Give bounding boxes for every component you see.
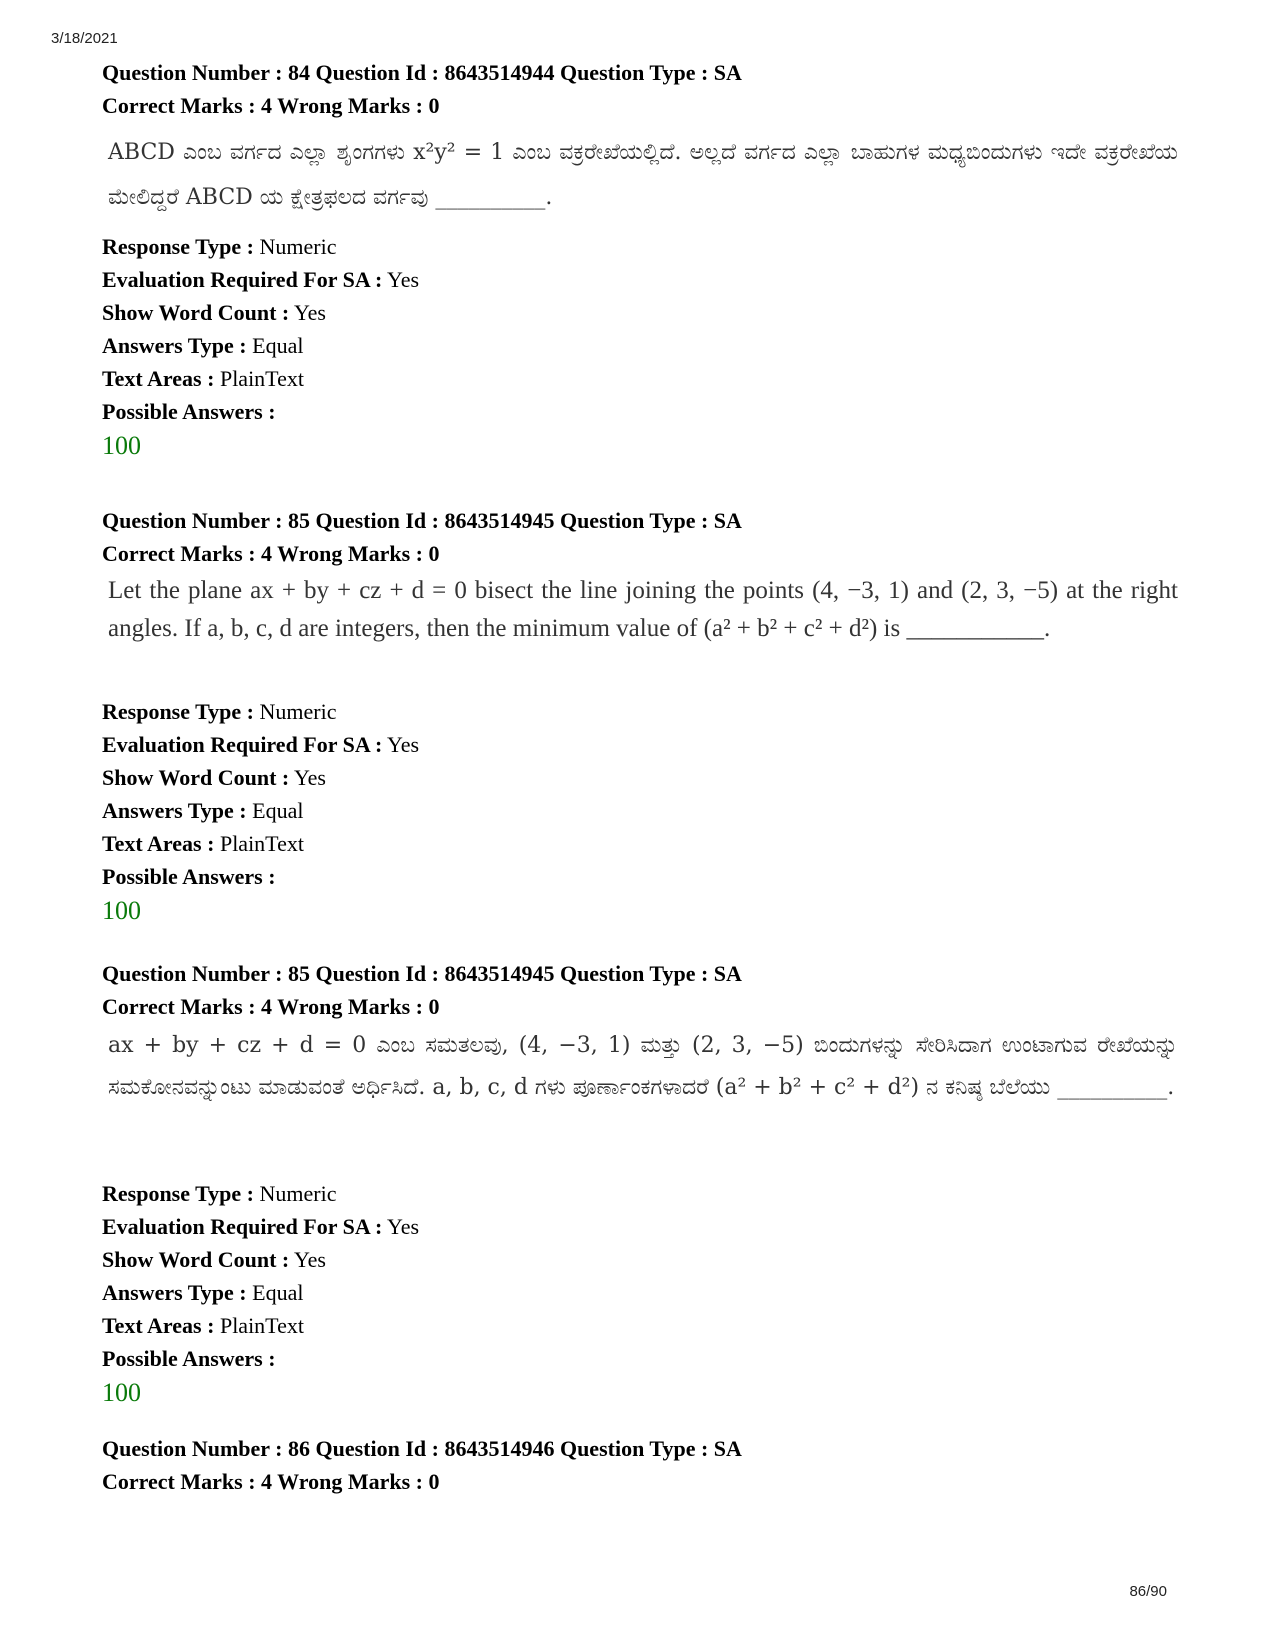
marks-line: Correct Marks : 4 Wrong Marks : 0 [102, 1469, 440, 1494]
field-row: Evaluation Required For SA : Yes [102, 1214, 420, 1239]
marks-line: Correct Marks : 4 Wrong Marks : 0 [102, 541, 440, 566]
question-block [102, 1432, 1177, 1498]
question-text: ax + by + cz + d = 0 ಎಂಬ ಸಮತಲವು, (4, −3, 1) ಮತ್ತು (2, 3, −5) ಬಿಂದುಗಳನ್ನು ಸೇರಿಸಿದಾಗ ಉಂಟಾಗುವ ರೇಖೆಯನ್ನು ಸಮಕೋನವನ್ನುಂಟು ಮಾಡುವಂತೆ ಅರ್ಧಿಸಿದೆ. a, b, c, d ಗಳು ಪೂರ್ಣಾಂಕಗಳಾದರೆ (a² + b² + c² + d²) ನ ಕನಿಷ್ಠ ಬೆಲೆಯು __________. [108, 1033, 1178, 1100]
question-header: Question Number : 85 Question Id : 8643514945 Question Type : SA [102, 961, 742, 986]
field-row: Possible Answers : [102, 864, 276, 889]
field-row: Possible Answers : [102, 399, 276, 424]
field-row: Show Word Count : Yes [102, 765, 326, 790]
field-row: Possible Answers : [102, 1346, 276, 1371]
page-number: 86/90 [1129, 1583, 1167, 1600]
marks-line: Correct Marks : 4 Wrong Marks : 0 [102, 93, 440, 118]
possible-answer: 100 [102, 896, 141, 925]
question-header: Question Number : 85 Question Id : 8643514945 Question Type : SA [102, 508, 742, 533]
question-text: ABCD ಎಂಬ ವರ್ಗದ ಎಲ್ಲಾ ಶೃಂಗಗಳು x²y² = 1 ಎಂಬ ವಕ್ರರೇಖೆಯಲ್ಲಿದೆ. ಅಲ್ಲದೆ ವರ್ಗದ ಎಲ್ಲಾ ಬಾಹುಗಳ ಮಧ್ಯಬಿಂದುಗಳು ಇದೇ ವಕ್ರರೇಖೆಯ ಮೇಲಿದ್ದರೆ ABCD ಯ ಕ್ಷೇತ್ರಫಲದ ವರ್ಗವು __________. [108, 140, 1178, 210]
field-row: Evaluation Required For SA : Yes [102, 267, 420, 292]
field-row: Text Areas : PlainText [102, 366, 304, 391]
field-row: Evaluation Required For SA : Yes [102, 732, 420, 757]
field-row: Response Type : Numeric [102, 234, 337, 259]
field-row: Answers Type : Equal [102, 333, 304, 358]
possible-answer: 100 [102, 431, 141, 460]
field-row: Response Type : Numeric [102, 699, 337, 724]
possible-answer: 100 [102, 1378, 141, 1407]
field-row: Answers Type : Equal [102, 1280, 304, 1305]
question-header: Question Number : 84 Question Id : 8643514944 Question Type : SA [102, 60, 742, 85]
field-row: Text Areas : PlainText [102, 1313, 304, 1338]
page-date: 3/18/2021 [51, 30, 118, 47]
question-text: Let the plane ax + by + cz + d = 0 bisect the line joining the points (4, −3, 1) and (2, 3, −5) at the right angles. If a, b, c, d are integers, then the minimum value of (a² + b² + c² + d²) is ___________. [108, 577, 1178, 642]
question-header: Question Number : 86 Question Id : 8643514946 Question Type : SA [102, 1436, 742, 1461]
field-row: Text Areas : PlainText [102, 831, 304, 856]
question-block [102, 56, 1177, 464]
field-row: Answers Type : Equal [102, 798, 304, 823]
question-block [102, 957, 1177, 1411]
question-block [102, 504, 1177, 929]
field-row: Response Type : Numeric [102, 1181, 337, 1206]
field-row: Show Word Count : Yes [102, 1247, 326, 1272]
field-row: Show Word Count : Yes [102, 300, 326, 325]
marks-line: Correct Marks : 4 Wrong Marks : 0 [102, 994, 440, 1019]
